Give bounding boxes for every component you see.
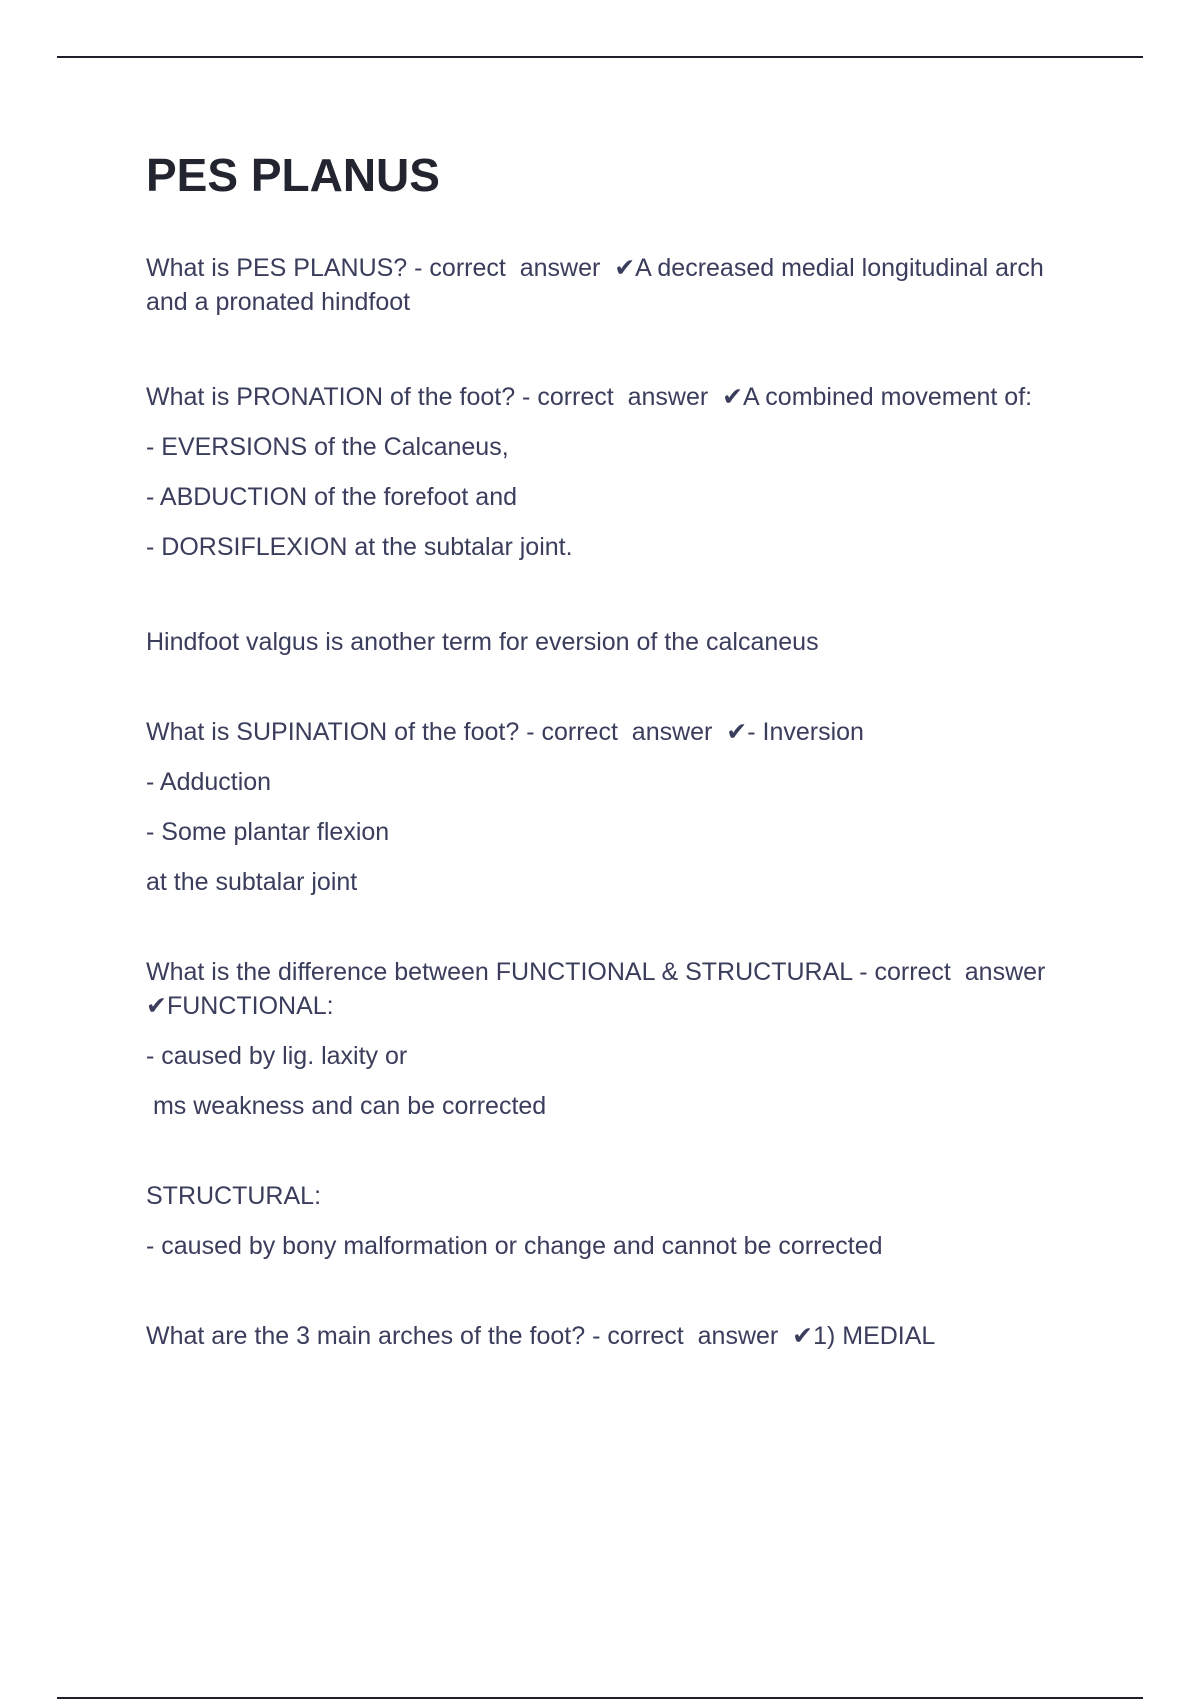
qa-line: What is SUPINATION of the foot? - correct answer ✔- Inversion bbox=[146, 717, 864, 746]
top-rule bbox=[57, 56, 1143, 58]
document-title: PES PLANUS bbox=[146, 149, 440, 201]
document-body bbox=[146, 150, 1086, 1369]
note-line: Hindfoot valgus is another term for eversion of the calcaneus bbox=[146, 627, 819, 656]
list-item: - Adduction bbox=[146, 767, 272, 796]
qa-line: What is PES PLANUS? - correct answer ✔A decreased medial longitudinal arch and a pronated hindfoot bbox=[146, 253, 1051, 316]
list-item: - EVERSIONS of the Calcaneus, bbox=[146, 432, 509, 461]
list-item: - ABDUCTION of the forefoot and bbox=[146, 482, 517, 511]
bottom-rule bbox=[57, 1697, 1143, 1699]
section-label: STRUCTURAL: bbox=[146, 1181, 322, 1210]
list-item: - Some plantar flexion bbox=[146, 817, 390, 846]
list-item: ms weakness and can be corrected bbox=[146, 1091, 547, 1120]
qa-line: What is the difference between FUNCTIONAL & STRUCTURAL - correct answer ✔FUNCTIONAL: bbox=[146, 957, 1060, 1020]
list-item: - caused by lig. laxity or bbox=[146, 1041, 408, 1070]
qa-line: What are the 3 main arches of the foot? - correct answer ✔1) MEDIAL bbox=[146, 1321, 936, 1350]
qa-line: What is PRONATION of the foot? - correct answer ✔A combined movement of: bbox=[146, 382, 1033, 411]
list-item: - DORSIFLEXION at the subtalar joint. bbox=[146, 532, 573, 561]
list-item: - caused by bony malformation or change and cannot be corrected bbox=[146, 1231, 883, 1260]
list-item: at the subtalar joint bbox=[146, 867, 358, 896]
